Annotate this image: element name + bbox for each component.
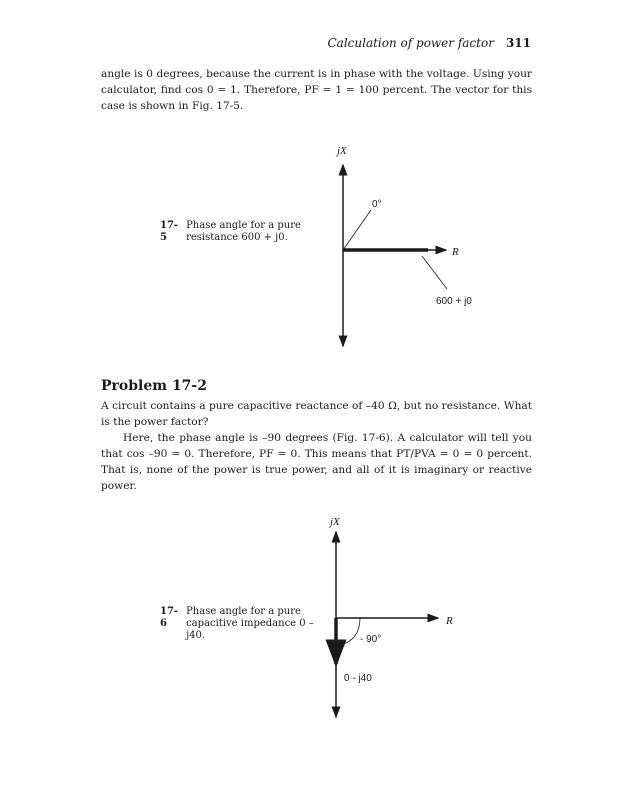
figure-17-5-diagram [335,145,472,346]
figure-number: 17-6 [160,606,179,629]
caption-text: Phase angle for a pure resistance 600 + j0. [186,220,301,243]
angle-label: 0° [372,199,382,210]
angle-arc [340,618,360,645]
vector-label: 0 - j40 [344,673,372,684]
angle-leader [343,210,371,250]
r-label: R [446,615,453,627]
figure-17-6-diagram [328,516,453,717]
page-number: 311 [505,36,531,50]
jx-label: jX [330,516,340,528]
vector-label: 600 + j0 [436,296,472,307]
running-title: Calculation of power factor [327,36,494,50]
angle-label: - 90° [360,634,382,645]
caption-text: Phase angle for a pure capacitive impedance 0 – j40. [186,606,314,641]
paragraph-intro: angle is 0 degrees, because the current is in phase with the voltage. Using your calculator, find cos 0 = 1. Therefore, PF = 1 = 100 percent. The vector for this case is shown in Fig. 17-5. [101,68,532,112]
figure-number: 17-5 [160,220,179,243]
r-label: R [452,246,459,258]
jx-label: jX [337,145,347,157]
vector-leader [422,256,447,289]
answer-text: Here, the phase angle is –90 degrees (Fig. 17-6). A calculator will tell you that cos –90 = 0. Therefore, PF = 0. This means that PT/PVA = 0 = 0 percent. That is, none of the power is true power, and all of it is imaginary or reactive power. [101,432,532,492]
problem-heading: Problem 17-2 [101,378,207,394]
problem-question: A circuit contains a pure capacitive reactance of –40 Ω, but no resistance. What is the power factor? [101,400,532,428]
